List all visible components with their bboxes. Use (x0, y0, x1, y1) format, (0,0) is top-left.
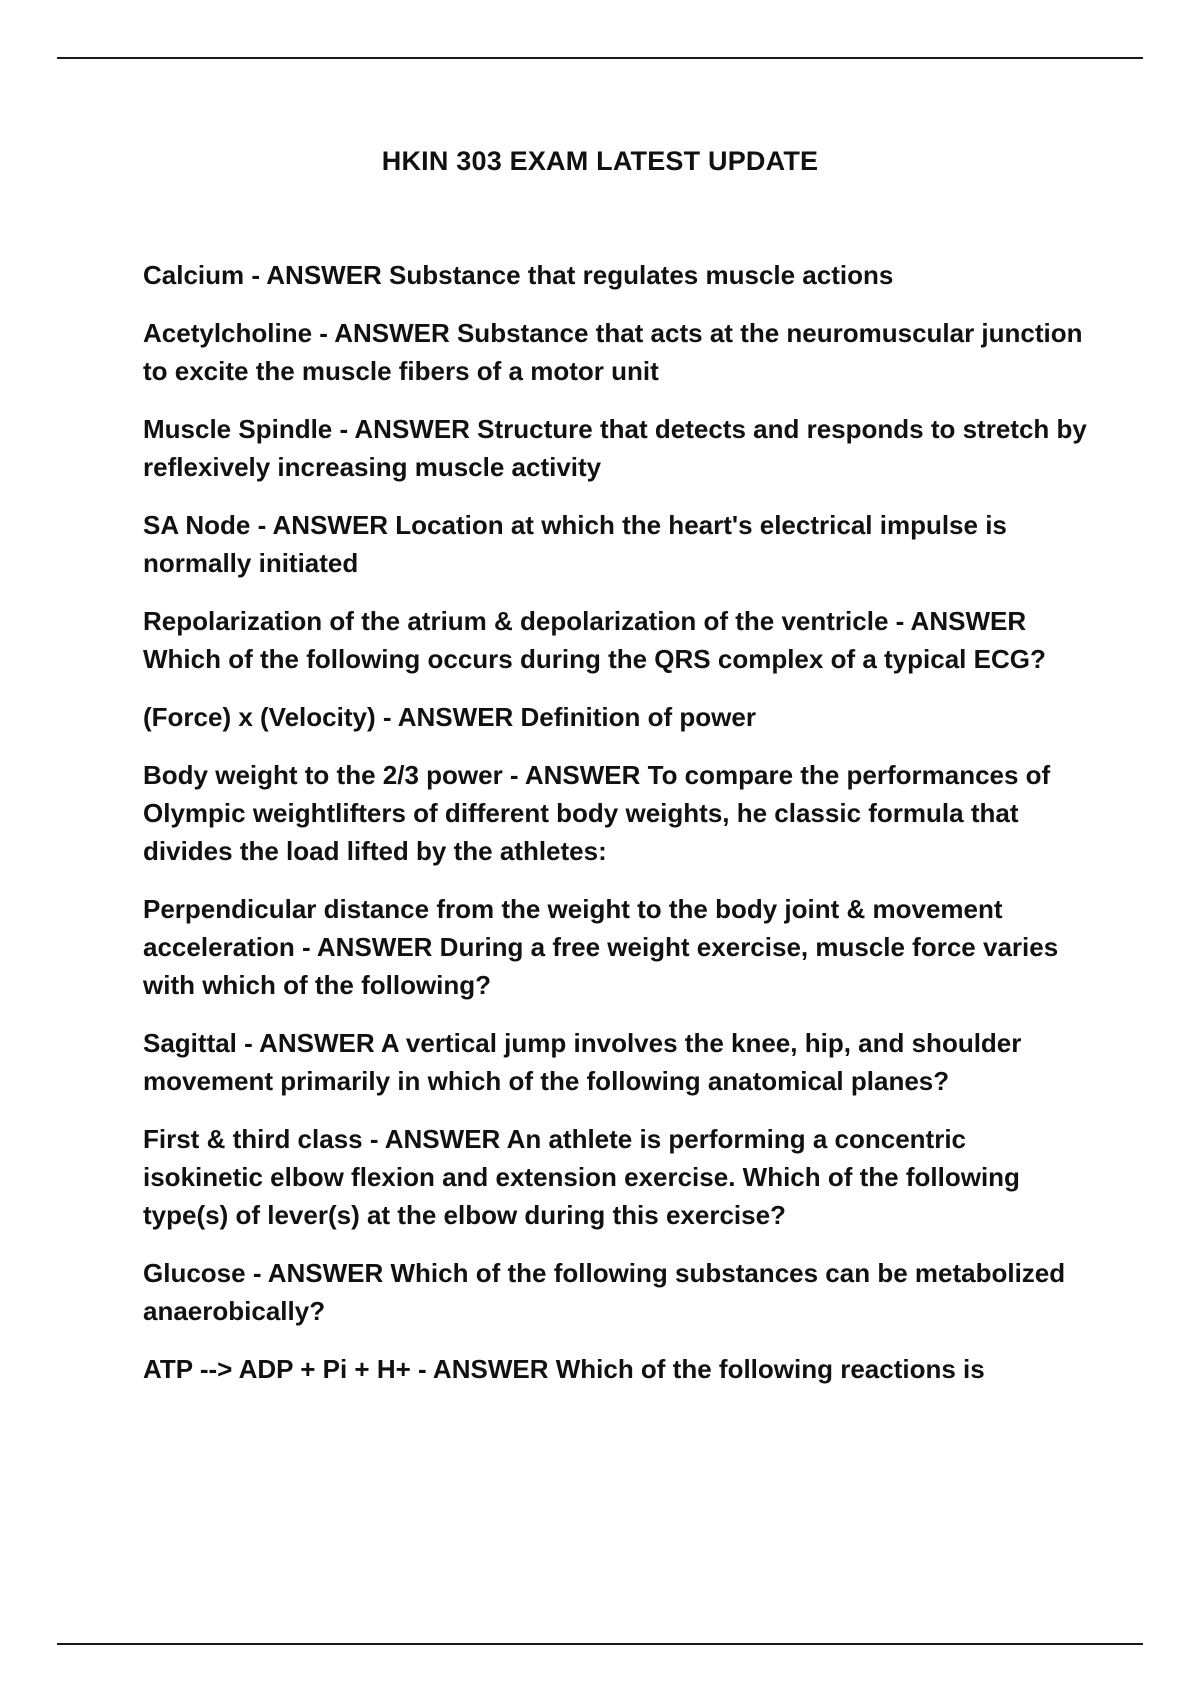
qa-item: Sagittal - ANSWER A vertical jump involves the knee, hip, and shoulder movement primarily in which of the following anatomical planes? (143, 1028, 1022, 1096)
qa-item: Calcium - ANSWER Substance that regulates muscle actions (143, 260, 894, 290)
qa-item: Muscle Spindle - ANSWER Structure that detects and responds to stretch by reflexively increasing muscle activity (143, 414, 1087, 482)
page-title: HKIN 303 EXAM LATEST UPDATE (381, 146, 819, 176)
qa-item: Acetylcholine - ANSWER Substance that acts at the neuromuscular junction to excite the muscle fibers of a motor unit (143, 318, 1083, 386)
qa-item: Perpendicular distance from the weight to the body joint & movement acceleration - ANSWER During a free weight exercise, muscle force varies with which of the following? (143, 894, 1059, 1000)
qa-list (143, 256, 1093, 1408)
top-divider (57, 57, 1143, 59)
qa-item: Glucose - ANSWER Which of the following substances can be metabolized anaerobically? (143, 1258, 1066, 1326)
qa-item: SA Node - ANSWER Location at which the heart's electrical impulse is normally initiated (143, 510, 1007, 578)
qa-item: First & third class - ANSWER An athlete is performing a concentric isokinetic elbow flexion and extension exercise. Which of the following type(s) of lever(s) at the elbow during this exercise? (143, 1124, 1020, 1230)
qa-item: Body weight to the 2/3 power - ANSWER To compare the performances of Olympic weightlifters of different body weights, he classic formula that divides the load lifted by the athletes: (143, 760, 1051, 866)
qa-item: ATP --> ADP + Pi + H+ - ANSWER Which of the following reactions is (143, 1354, 985, 1384)
qa-item: (Force) x (Velocity) - ANSWER Definition of power (143, 702, 756, 732)
qa-item: Repolarization of the atrium & depolarization of the ventricle - ANSWER Which of the following occurs during the QRS complex of a typical ECG? (143, 606, 1046, 674)
bottom-divider (57, 1643, 1143, 1645)
